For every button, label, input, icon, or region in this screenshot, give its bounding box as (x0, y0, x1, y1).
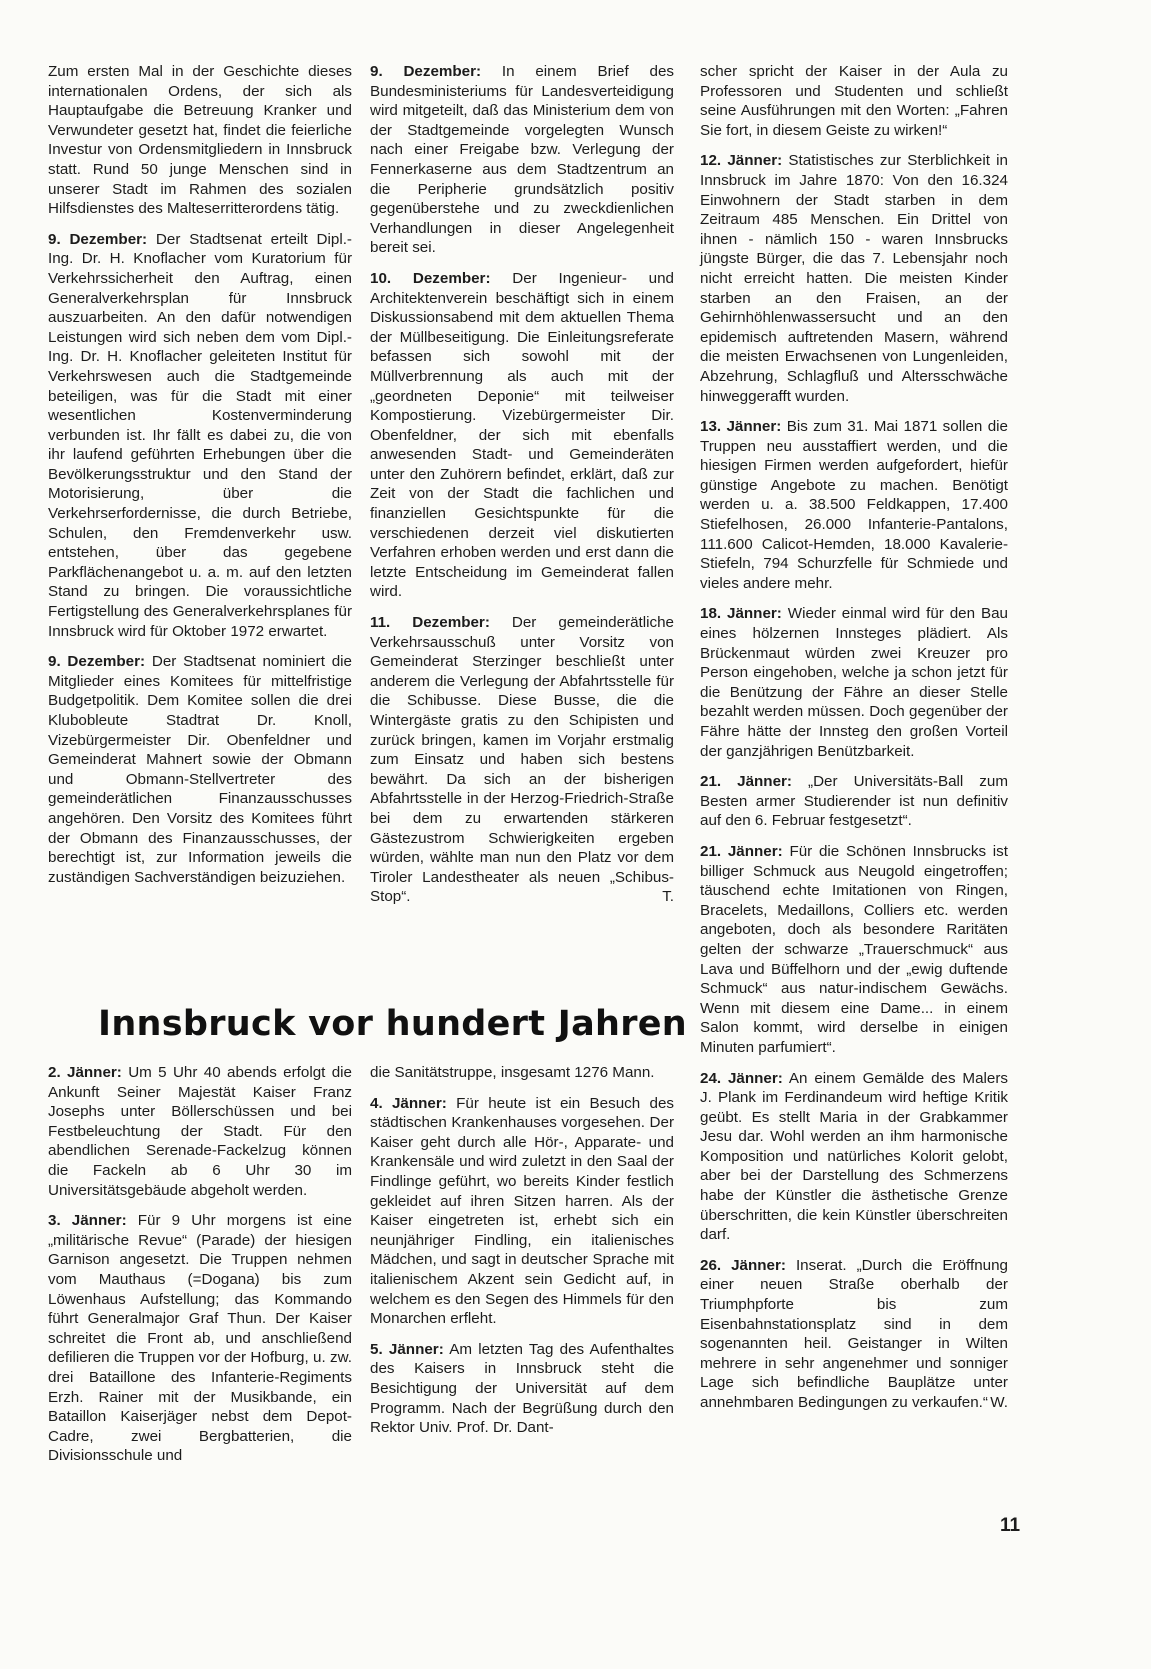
entry-paragraph (700, 772, 1008, 831)
entry-text: Der Stadtsenat nominiert die Mitglieder eines Komitees für mittelfristige Budgetpolitik. Dem Komitee sollen die drei Klubobleute Stadtrat Dr. Knoll, Vizebürgermeister Dir. Obenfeldner und Gemeinderat Mahnert sowie der Obmann und Obmann-Stellvertreter des gemeinderätlichen Finanzausschusses angehören. Den Vorsitz des Komitees führt der Obmann des Finanzausschusses, der berechtigt ist, zur Information jeweils die zuständigen Sachverständigen beizuziehen. (48, 653, 352, 886)
entry-date: 3. Jänner: (48, 1212, 127, 1230)
entry-date: 10. Dezember: (370, 269, 491, 287)
entry-paragraph (48, 230, 352, 641)
entry-paragraph (700, 417, 1008, 593)
entry-text: „Der Universitäts-Ball zum Besten armer Studierender ist nun definitiv auf den 6. Februar festgesetzt“. (700, 773, 1008, 830)
entry-text: Zum ersten Mal in der Geschichte dieses internationalen Ordens, der sich als Hauptaufgabe die Betreuung Kranker und Verwundeter gesetzt hat, findet die feierliche Investur von Ordensmitgliedern in Innsbruck statt. Rund 50 junge Menschen sind in unserer Stadt im Rahmen des sozialen Hilfsdienstes des Malteserritterordens tätig. (48, 63, 352, 218)
entry-date: 4. Jänner: (370, 1094, 447, 1112)
entry-date: 9. Dezember: (48, 653, 146, 671)
entry-text: In einem Brief des Bundesministeriums für Landesverteidigung wird mitgeteilt, daß das Ministerium dem von der Stadtgemeinde vorgelegten Wunsch nach einer Freigabe bzw. Verlegung der Fennerkaserne aus dem Stadtzentrum an die Peripherie grundsätzlich positiv gegenüberstehe und zu zweckdienlichen Verhandlungen in dieser Angelegenheit bereit sei. (370, 63, 674, 257)
entry-date: 2. Jänner: (48, 1064, 122, 1081)
column-bottom-left (48, 1063, 352, 1477)
entry-date: 13. Jänner: (700, 418, 782, 436)
author-signature: W. (990, 1394, 1008, 1411)
entry-paragraph (700, 1256, 1008, 1413)
entry-paragraph (370, 1094, 674, 1329)
entry-text: Für 9 Uhr morgens ist eine „militärische Revue“ (Parade) der hiesigen Garnison angesetzt. Die Truppen nehmen vom Mauthaus (=Dogana) bis zum Löwenhaus Aufstellung; das Kommando führt Generalmajor Graf Thun. Der Kaiser schreitet die Front ab, und anschließend defilieren die Truppen vor der Hofburg, u. zw. drei Bataillone des Infanterie-Regiments Erzh. Rainer mit der Musikbande, ein Bataillon Kaiserjäger nebst dem Depot-Cadre, zwei Bergbatterien, die Divisionsschule und (48, 1212, 352, 1465)
entry-text: Statistisches zur Sterblichkeit in Innsbruck im Jahre 1870: Von den 16.324 Einwohnern der Stadt starben in dem Zeitraum 485 Menschen. Ein Drittel von ihnen - nämlich 150 - waren Innsbrucks jüngste Bürger, die das 7. Lebensjahr noch nicht erreicht hatten. Die meisten Kinder starben an den Fraisen, an der Gehirnhöhlenwassersucht und an den epidemisch auftretenden Masern, während die meisten Erwachsenen von Lungenleiden, Abzehrung, Schlagfluß und Altersschwäche hinweggerafft wurden. (700, 152, 1008, 405)
column-top-middle (370, 62, 674, 918)
entry-text: Für die Schönen Innsbrucks ist billiger Schmuck aus Neugold eingetroffen; täuschend echte Imitationen von Ringen, Bracelets, Medaillons, Colliers etc. werden angeboten, doch als besondere Raritäten gelten der schwarze „Trauerschmuck“ aus Lava und Büffelhorn und der „ewig duftende Schmuck“ aus natur-indischem Gewächs. Wenn mit diesem eine Dame... in einem Salon kommt, wird derselbe in einigen Minuten parfumiert“. (700, 842, 1008, 1056)
entry-text: Der gemeinderätliche Verkehrsausschuß unter Vorsitz von Gemeinderat Sterzinger beschließt unter anderem die Verlegung der Abfahrtsstelle für die Schibusse. Diese Busse, die die Wintergäste gratis zu den Schipisten und zurück bringen, kamen im Vorjahr erstmalig zum Einsatz und haben sich bestens bewährt. Da sich an der bisherigen Abfahrtsstelle in der Herzog-Friedrich-Straße bei dem zu erwartenden stärkeren Gästezustrom Schwierigkeiten ergeben würden, wählte man nun den Platz vor dem Tiroler Landestheater als neuen „Schibus-Stop“. (370, 614, 674, 906)
entry-paragraph (700, 842, 1008, 1058)
section-heading: Innsbruck vor hundert Jahren (98, 1004, 688, 1044)
page-number: 11 (1000, 1515, 1021, 1536)
entry-paragraph (700, 62, 1008, 140)
entry-paragraph (700, 151, 1008, 406)
entry-date: 11. Dezember: (370, 614, 490, 632)
entry-text: Bis zum 31. Mai 1871 sollen die Truppen neu ausstaffiert werden, und die hiesigen Firmen werden aufgefordert, hiefür günstige Angebote zu machen. Benötigt werden u. a. 38.500 Feldkappen, 17.400 Stiefelhosen, 26.000 Infanterie-Pantalons, 111.600 Calicot-Hemden, 18.000 Kavalerie-Stiefeln, 794 Schurzfelle für Schmiede und vieles andere mehr. (700, 418, 1008, 592)
entry-date: 5. Jänner: (370, 1340, 444, 1358)
entry-text: Um 5 Uhr 40 abends erfolgt die Ankunft Seiner Majestät Kaiser Franz Josephs unter Böllerschüssen und bei Festbeleuchtung der Stadt. Für den abendlichen Serenade-Fackelzug können die Fackeln ab 6 Uhr 30 im Universitätsgebäude abgeholt werden. (48, 1064, 352, 1199)
entry-date: 9. Dezember: (48, 230, 148, 248)
entry-paragraph (700, 1069, 1008, 1245)
entry-text: scher spricht der Kaiser in der Aula zu Professoren und Studenten und schließt seine Ausführungen mit den Worten: „Fahren Sie fort, in diesem Geiste zu wirken!“ (700, 63, 1008, 139)
entry-paragraph (370, 1340, 674, 1438)
column-right (700, 62, 1008, 1424)
entry-paragraph (48, 1063, 352, 1200)
entry-text: Wieder einmal wird für den Bau eines hölzernen Innsteges plädiert. Als Brückenmaut würden zwei Kreuzer pro Person eingehoben, welche ja schon jetzt für die Benützung der Fähre an dieser Stelle bezahlt werden müssen. Doch gegenüber der Fähre hätte der Innsteg den großen Vorteil der ganzjährigen Benützbarkeit. (700, 605, 1008, 760)
entry-date: 12. Jänner: (700, 152, 783, 170)
entry-text: Inserat. „Durch die Eröffnung einer neuen Straße oberhalb der Triumphpforte bis zum Eisenbahnstationsplatz sind in dem sogenannten heil. Geistanger in Wilten mehrere in sehr angenehmer und sonniger Lage sich befindliche Bauplätze unter annehmbaren Bedingungen zu verkaufen.“ (700, 1256, 1008, 1411)
entry-paragraph (370, 62, 674, 258)
entry-date: 21. Jänner: (700, 773, 792, 791)
column-top-left (48, 62, 352, 898)
entry-text: Für heute ist ein Besuch des städtischen Krankenhauses vorgesehen. Der Kaiser geht durch alle Hör-, Apparate- und Krankensäle und wird zuletzt in den Saal der Findlinge geführt, wo bereits Kinder festlich gekleidet auf ihren Sitzen harren. Als der Kaiser eingetreten ist, erhebt sich ein neunjähriger Findling, ein italienisches Mädchen, und sagt in deutscher Sprache mit italienischem Akzent sein Gedicht auf, in welchem es den Segen des Himmels für den Monarchen erfleht. (370, 1094, 674, 1328)
entry-text: Der Stadtsenat erteilt Dipl.-Ing. Dr. H. Knoflacher vom Kuratorium für Verkehrssicherheit den Auftrag, einen Generalverkehrsplan für Innsbruck auszuarbeiten. An den dafür notwendigen Leistungen wird sich neben dem vom Dipl.-Ing. Dr. H. Knoflacher geleiteten Institut für Verkehrswesen auch die Stadtgemeinde beteiligen, was für die Stadt mit einer wesentlichen Kostenverminderung verbunden ist. Ihr fällt es dabei zu, die von ihr laufend geführten Erhebungen über die Bevölkerungsstruktur und den Stand der Motorisierung, über die Verkehrserfordernisse, die durch Betriebe, Schulen, den Fremdenverkehr usw. entstehen, über das gegebene Parkflächenangebot u. a. m. auf den letzten Stand zu bringen. Die voraussichtliche Fertigstellung des Generalverkehrsplanes für Innsbruck wird für Oktober 1972 erwartet. (48, 230, 352, 640)
author-signature: T. (662, 888, 674, 906)
entry-date: 9. Dezember: (370, 63, 482, 80)
entry-paragraph (370, 1063, 674, 1083)
entry-date: 24. Jänner: (700, 1069, 783, 1087)
entry-paragraph (48, 62, 352, 219)
entry-date: 21. Jänner: (700, 842, 783, 860)
entry-text: die Sanitätstruppe, insgesamt 1276 Mann. (370, 1064, 655, 1081)
entry-paragraph (370, 269, 674, 602)
entry-text: An einem Gemälde des Malers J. Plank im Ferdinandeum wird heftige Kritik geübt. Es stellt Maria in der Grabkammer Jesu dar. Wohl werden an ihm harmonische Komposition und natürliches Kolorit gelobt, aber bei der Darstellung des Schmerzens habe der Künstler die ästhetische Grenze überschritten, die kein Künstler überschreiten darf. (700, 1069, 1008, 1244)
entry-paragraph (48, 652, 352, 887)
entry-paragraph (700, 604, 1008, 761)
column-bottom-middle (370, 1063, 674, 1449)
entry-paragraph (48, 1211, 352, 1466)
entry-text: Der Ingenieur- und Architektenverein beschäftigt sich in einem Diskussionsabend mit dem aktuellen Thema der Müllbeseitigung. Die Einleitungsreferate befassen sich sowohl mit der Müllverbrennung als auch mit der „geordneten Deponie“ mit teilweiser Kompostierung. Vizebürgermeister Dir. Obenfeldner, der sich mit ebenfalls anwesenden Stadt- und Gemeinderäten unter den Zuhörern befindet, erklärt, daß zur Zeit von der Stadt die fachlichen und finanziellen Gesichtspunkte für die verschiedenen derzeit viel diskutierten Verfahren erhoben werden und erst dann die letzte Entscheidung im Gemeinderat fallen wird. (370, 269, 675, 601)
entry-paragraph (370, 613, 674, 907)
entry-date: 26. Jänner: (700, 1256, 786, 1274)
entry-text: Am letzten Tag des Aufenthaltes des Kaisers in Innsbruck steht die Besichtigung der Universität auf dem Programm. Nach der Begrüßung durch den Rektor Univ. Prof. Dr. Dant- (370, 1340, 674, 1437)
entry-date: 18. Jänner: (700, 605, 782, 623)
